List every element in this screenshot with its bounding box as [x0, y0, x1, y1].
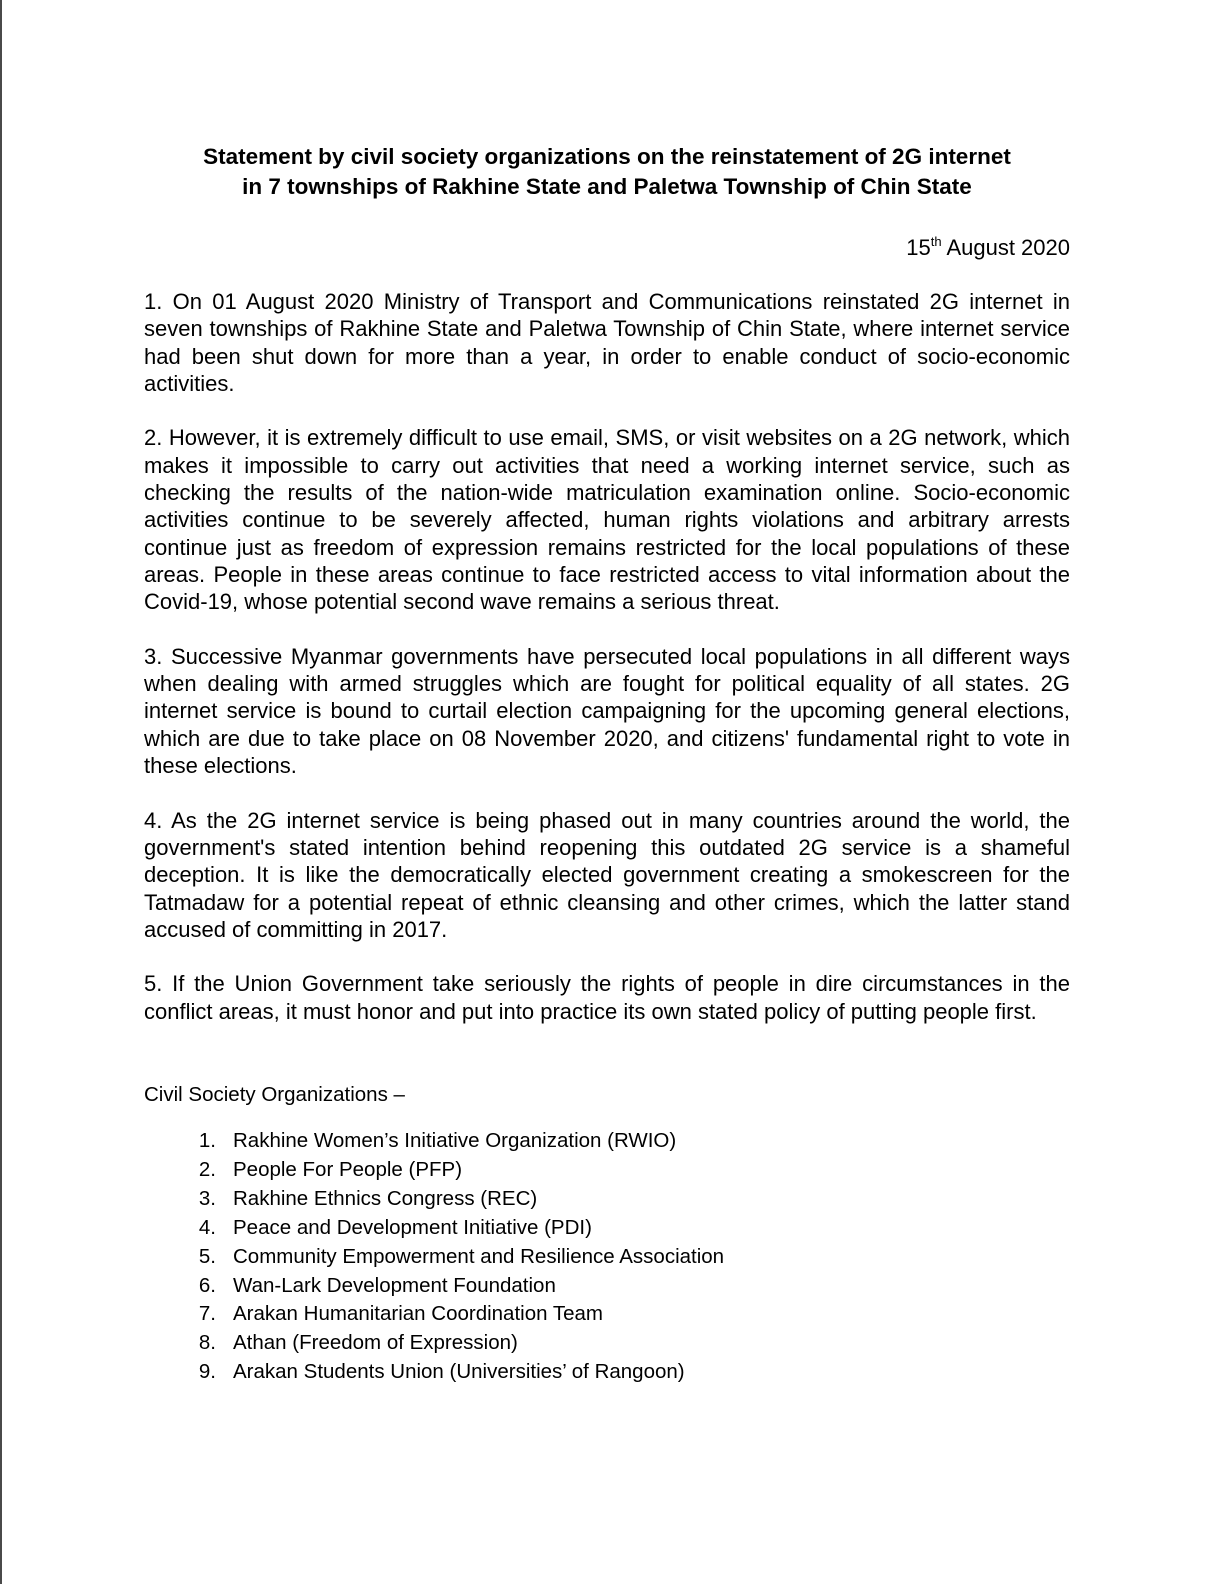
statement-date — [144, 234, 1070, 262]
list-item — [144, 1214, 1070, 1243]
list-item-number: 9. — [198, 1360, 216, 1384]
list-item-number: 1. — [198, 1129, 216, 1153]
date-suffix: th — [930, 233, 942, 249]
organization-name: People For People (PFP) — [233, 1157, 463, 1181]
paragraph-1: 1. On 01 August 2020 Ministry of Transport and Communications reinstated 2G internet in seven townships of Rakhine State and Paletwa Township of Chin State, where internet service had been shut down for more than a year, in order to enable conduct of socio-economic activities. — [144, 289, 1070, 396]
document-title — [144, 142, 1070, 202]
date-rest: August 2020 — [941, 235, 1070, 260]
title-line-1: Statement by civil society organizations on the reinstatement of 2G internet — [203, 144, 1011, 169]
list-item-number: 5. — [198, 1244, 216, 1268]
list-item — [144, 1185, 1070, 1214]
paragraph-5: 5. If the Union Government take seriously the rights of people in dire circumstances in the conflict areas, it must honor and put into practice its own stated policy of putting people first. — [144, 971, 1070, 1024]
title-line-2: in 7 townships of Rakhine State and Paletwa Township of Chin State — [242, 174, 972, 199]
list-item — [144, 1243, 1070, 1272]
paragraph-4: 4. As the 2G internet service is being phased out in many countries around the world, the government's stated intention behind reopening this outdated 2G service is a shameful deception. It is like the democratically elected government creating a smokescreen for the Tatmadaw for a potential repeat of ethnic cleansing and other crimes, which the latter stand accused of committing in 2017. — [144, 807, 1070, 942]
organization-name: Athan (Freedom of Expression) — [233, 1331, 518, 1355]
list-item-number: 8. — [198, 1331, 216, 1355]
organization-name: Arakan Students Union (Universities’ of Rangoon) — [233, 1360, 685, 1384]
list-item-number: 4. — [198, 1215, 216, 1239]
organizations-list — [144, 1127, 1070, 1387]
paragraph-3: 3. Successive Myanmar governments have persecuted local populations in all different ways when dealing with armed struggles which are fought for political equality of all states. 2G internet service is bound to curtail election campaigning for the upcoming general elections, which are due to take place on 08 November 2020, and citizens' fundamental right to vote in these elections. — [144, 643, 1070, 779]
paragraph-2: 2. However, it is extremely difficult to use email, SMS, or visit websites on a 2G network, which makes it impossible to carry out activities that need a working internet service, such as checking the results of the nation-wide matriculation examination online. Socio-economic activities continue to be severely affected, human rights violations and arbitrary arrests continue just as freedom of expression remains restricted for the local populations of these areas. People in these areas continue to face restricted access to vital information about the Covid-19, whose potential second wave remains a serious threat. — [144, 425, 1070, 615]
organization-name: Rakhine Ethnics Congress (REC) — [233, 1186, 538, 1210]
date-day: 15 — [906, 235, 931, 260]
list-item — [144, 1329, 1070, 1358]
list-item — [144, 1272, 1070, 1301]
list-item-number: 7. — [198, 1302, 216, 1326]
list-item-number: 2. — [198, 1157, 216, 1181]
list-item — [144, 1156, 1070, 1185]
organization-name: Wan-Lark Development Foundation — [233, 1273, 556, 1297]
list-item-number: 3. — [198, 1186, 216, 1210]
document-page — [144, 142, 1070, 1387]
organizations-heading: Civil Society Organizations – — [144, 1083, 405, 1107]
page-left-border — [0, 0, 2, 1584]
organization-name: Peace and Development Initiative (PDI) — [233, 1215, 592, 1239]
list-item-number: 6. — [198, 1273, 216, 1297]
list-item — [144, 1358, 1070, 1387]
list-item — [144, 1127, 1070, 1156]
organization-name: Community Empowerment and Resilience Association — [233, 1244, 725, 1268]
organization-name: Arakan Humanitarian Coordination Team — [233, 1302, 603, 1326]
list-item — [144, 1300, 1070, 1329]
organization-name: Rakhine Women’s Initiative Organization (RWIO) — [233, 1129, 677, 1153]
